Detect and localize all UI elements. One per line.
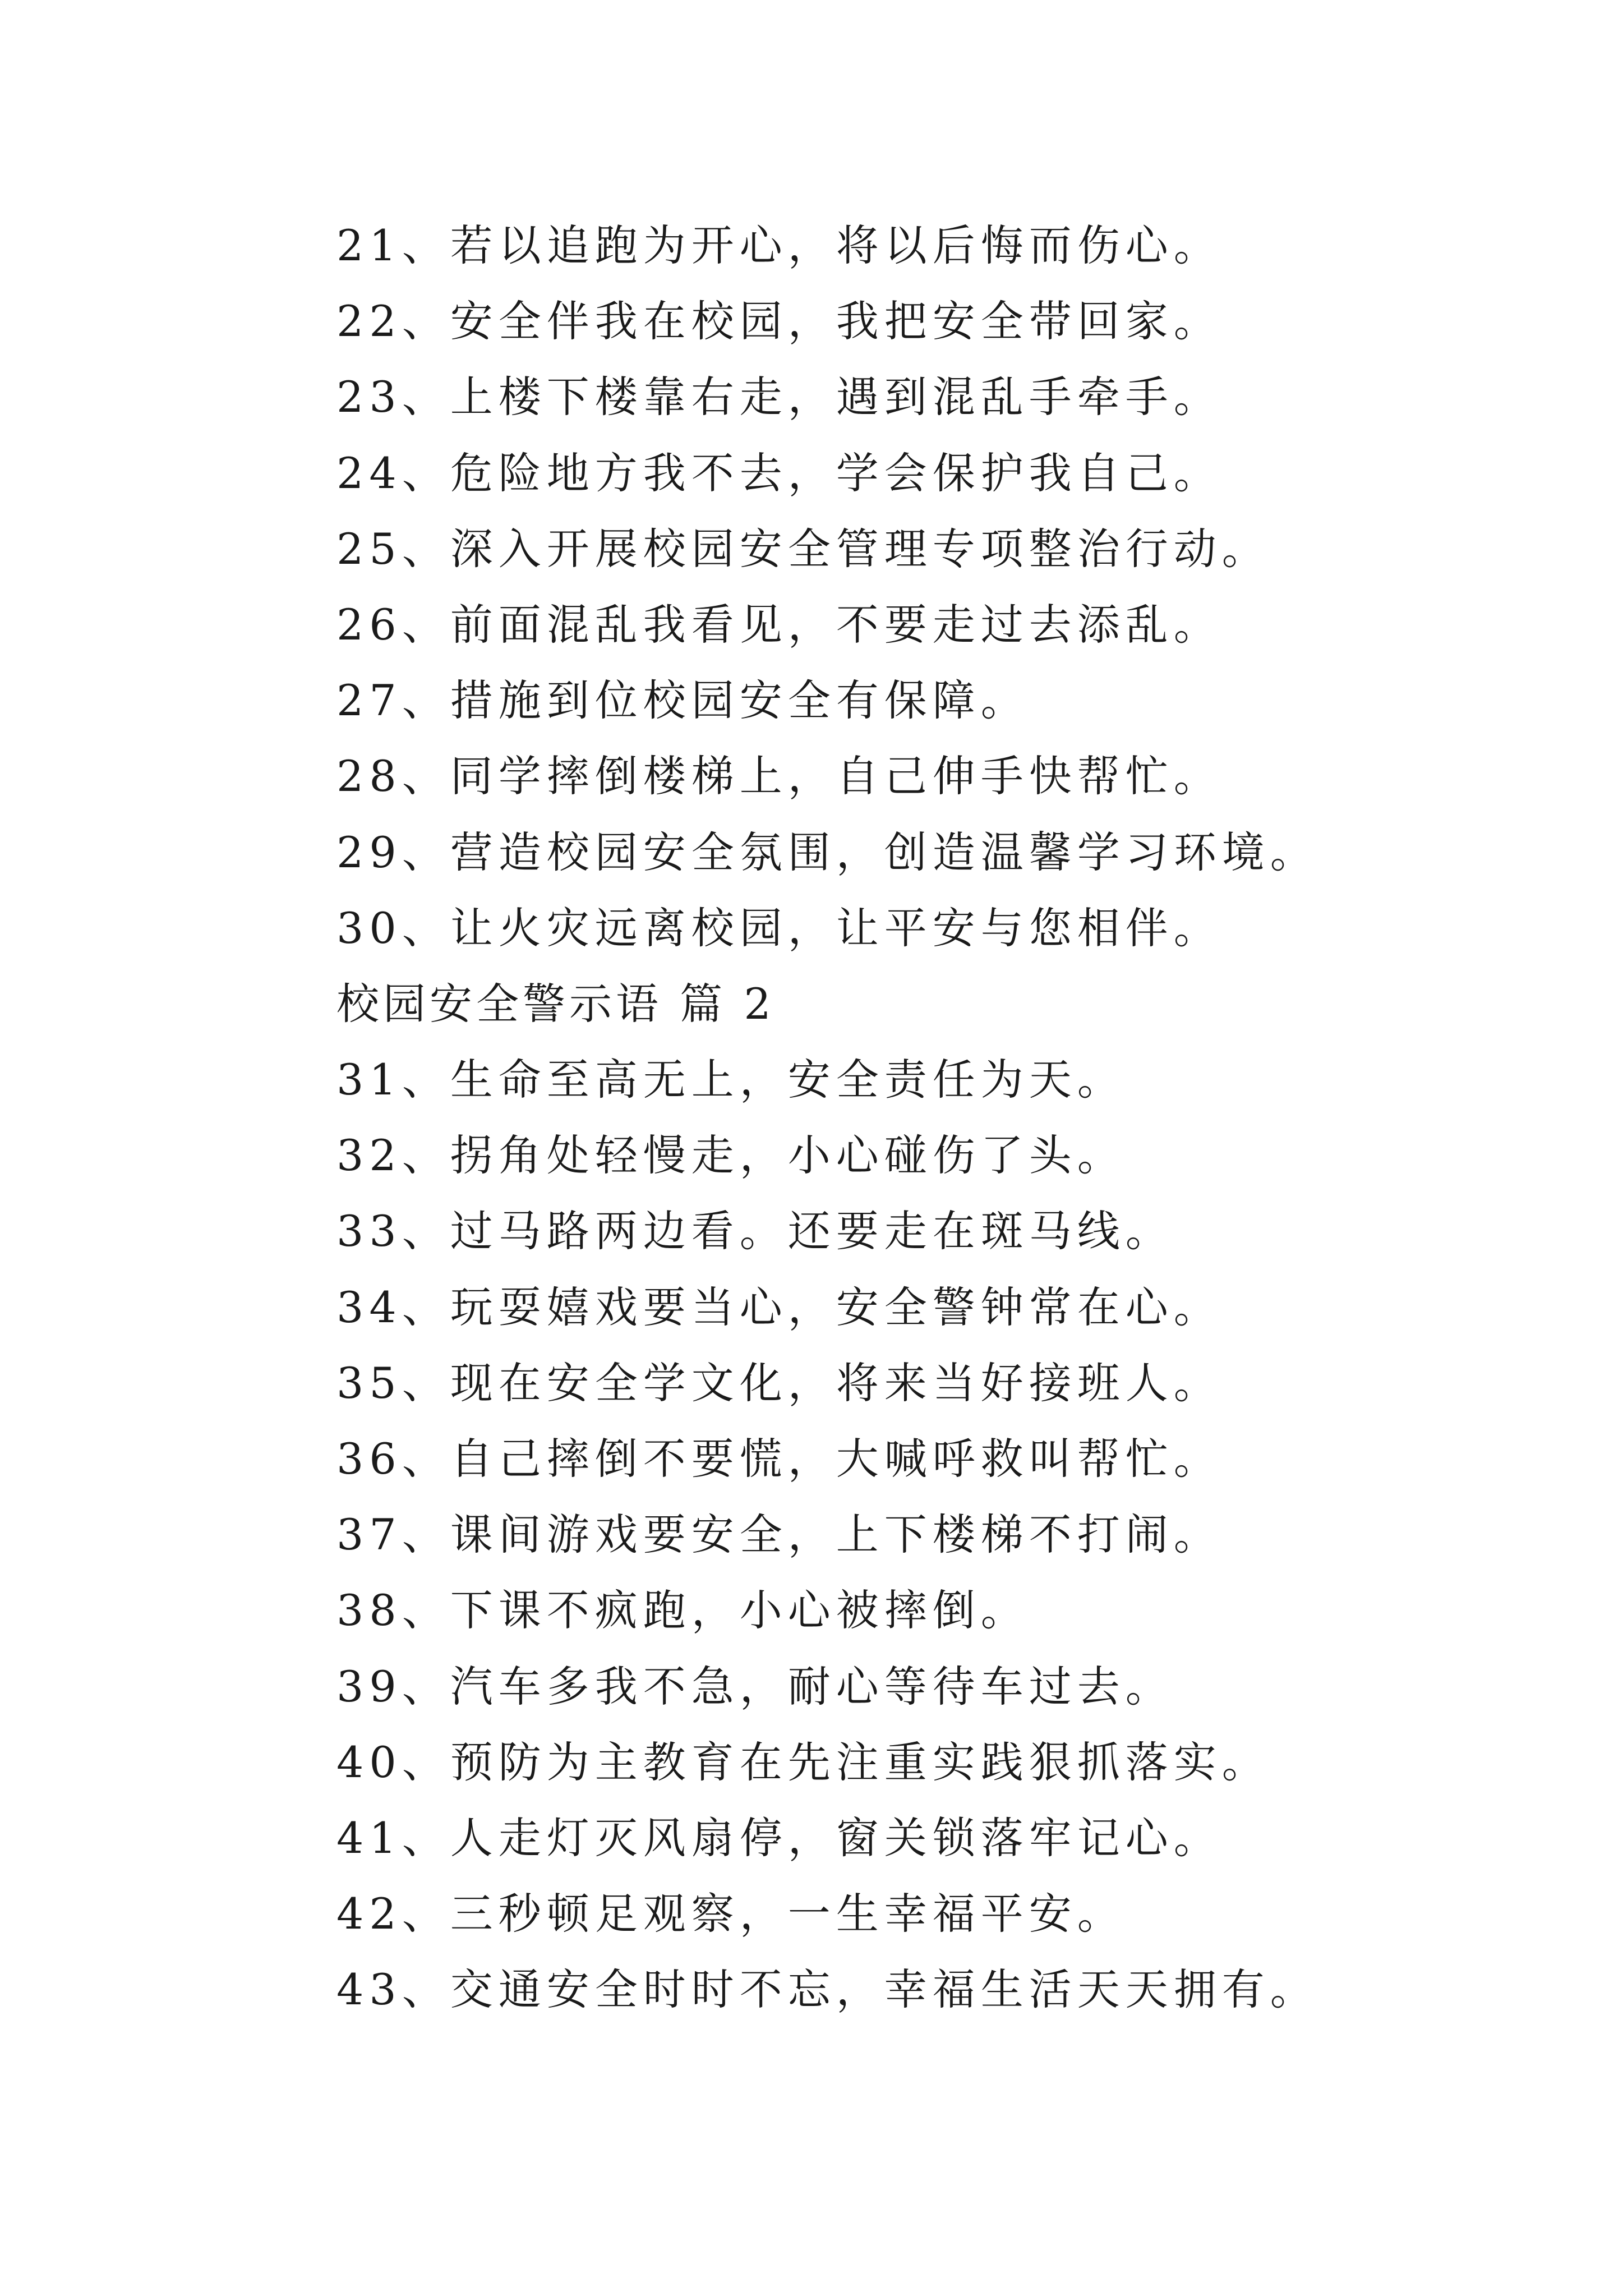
slogan-item: 37、课间游戏要安全，上下楼梯不打闹。 — [336, 1510, 1222, 1560]
slogan-item: 23、上楼下楼靠右走，遇到混乱手牵手。 — [336, 372, 1222, 422]
slogan-item: 28、同学摔倒楼梯上，自己伸手快帮忙。 — [336, 751, 1222, 802]
slogan-item: 41、人走灯灭风扇停，窗关锁落牢记心。 — [336, 1812, 1222, 1863]
slogan-item: 38、下课不疯跑，小心被摔倒。 — [336, 1585, 1029, 1636]
slogan-item: 22、安全伴我在校园，我把安全带回家。 — [336, 296, 1222, 347]
slogan-item: 24、危险地方我不去，学会保护我自己。 — [336, 448, 1222, 498]
slogan-item: 43、交通安全时时不忘，幸福生活天天拥有。 — [336, 1964, 1318, 2015]
slogan-item: 31、生命至高无上，安全责任为天。 — [336, 1055, 1126, 1105]
slogan-item: 27、措施到位校园安全有保障。 — [336, 675, 1029, 726]
slogan-item: 39、汽车多我不急，耐心等待车过去。 — [336, 1661, 1174, 1711]
slogan-item: 26、前面混乱我看见，不要走过去添乱。 — [336, 599, 1222, 650]
slogan-item: 35、现在安全学文化，将来当好接班人。 — [336, 1358, 1222, 1408]
section-heading: 校园安全警示语 篇 2 — [336, 978, 775, 1029]
slogan-item: 36、自己摔倒不要慌，大喊呼救叫帮忙。 — [336, 1434, 1222, 1484]
slogan-item: 29、营造校园安全氛围，创造温馨学习环境。 — [336, 827, 1318, 877]
slogan-item: 34、玩耍嬉戏要当心，安全警钟常在心。 — [336, 1282, 1222, 1332]
slogan-item: 40、预防为主教育在先注重实践狠抓落实。 — [336, 1737, 1270, 1787]
slogan-item: 33、过马路两边看。还要走在斑马线。 — [336, 1206, 1174, 1257]
slogan-item: 32、拐角处轻慢走，小心碰伤了头。 — [336, 1130, 1126, 1181]
slogan-item: 30、让火灾远离校园，让平安与您相伴。 — [336, 903, 1222, 953]
slogan-list — [336, 208, 1570, 2028]
slogan-item: 25、深入开展校园安全管理专项整治行动。 — [336, 523, 1270, 574]
slogan-item: 42、三秒顿足观察，一生幸福平安。 — [336, 1889, 1126, 1939]
slogan-item: 21、若以追跑为开心，将以后悔而伤心。 — [336, 220, 1222, 270]
